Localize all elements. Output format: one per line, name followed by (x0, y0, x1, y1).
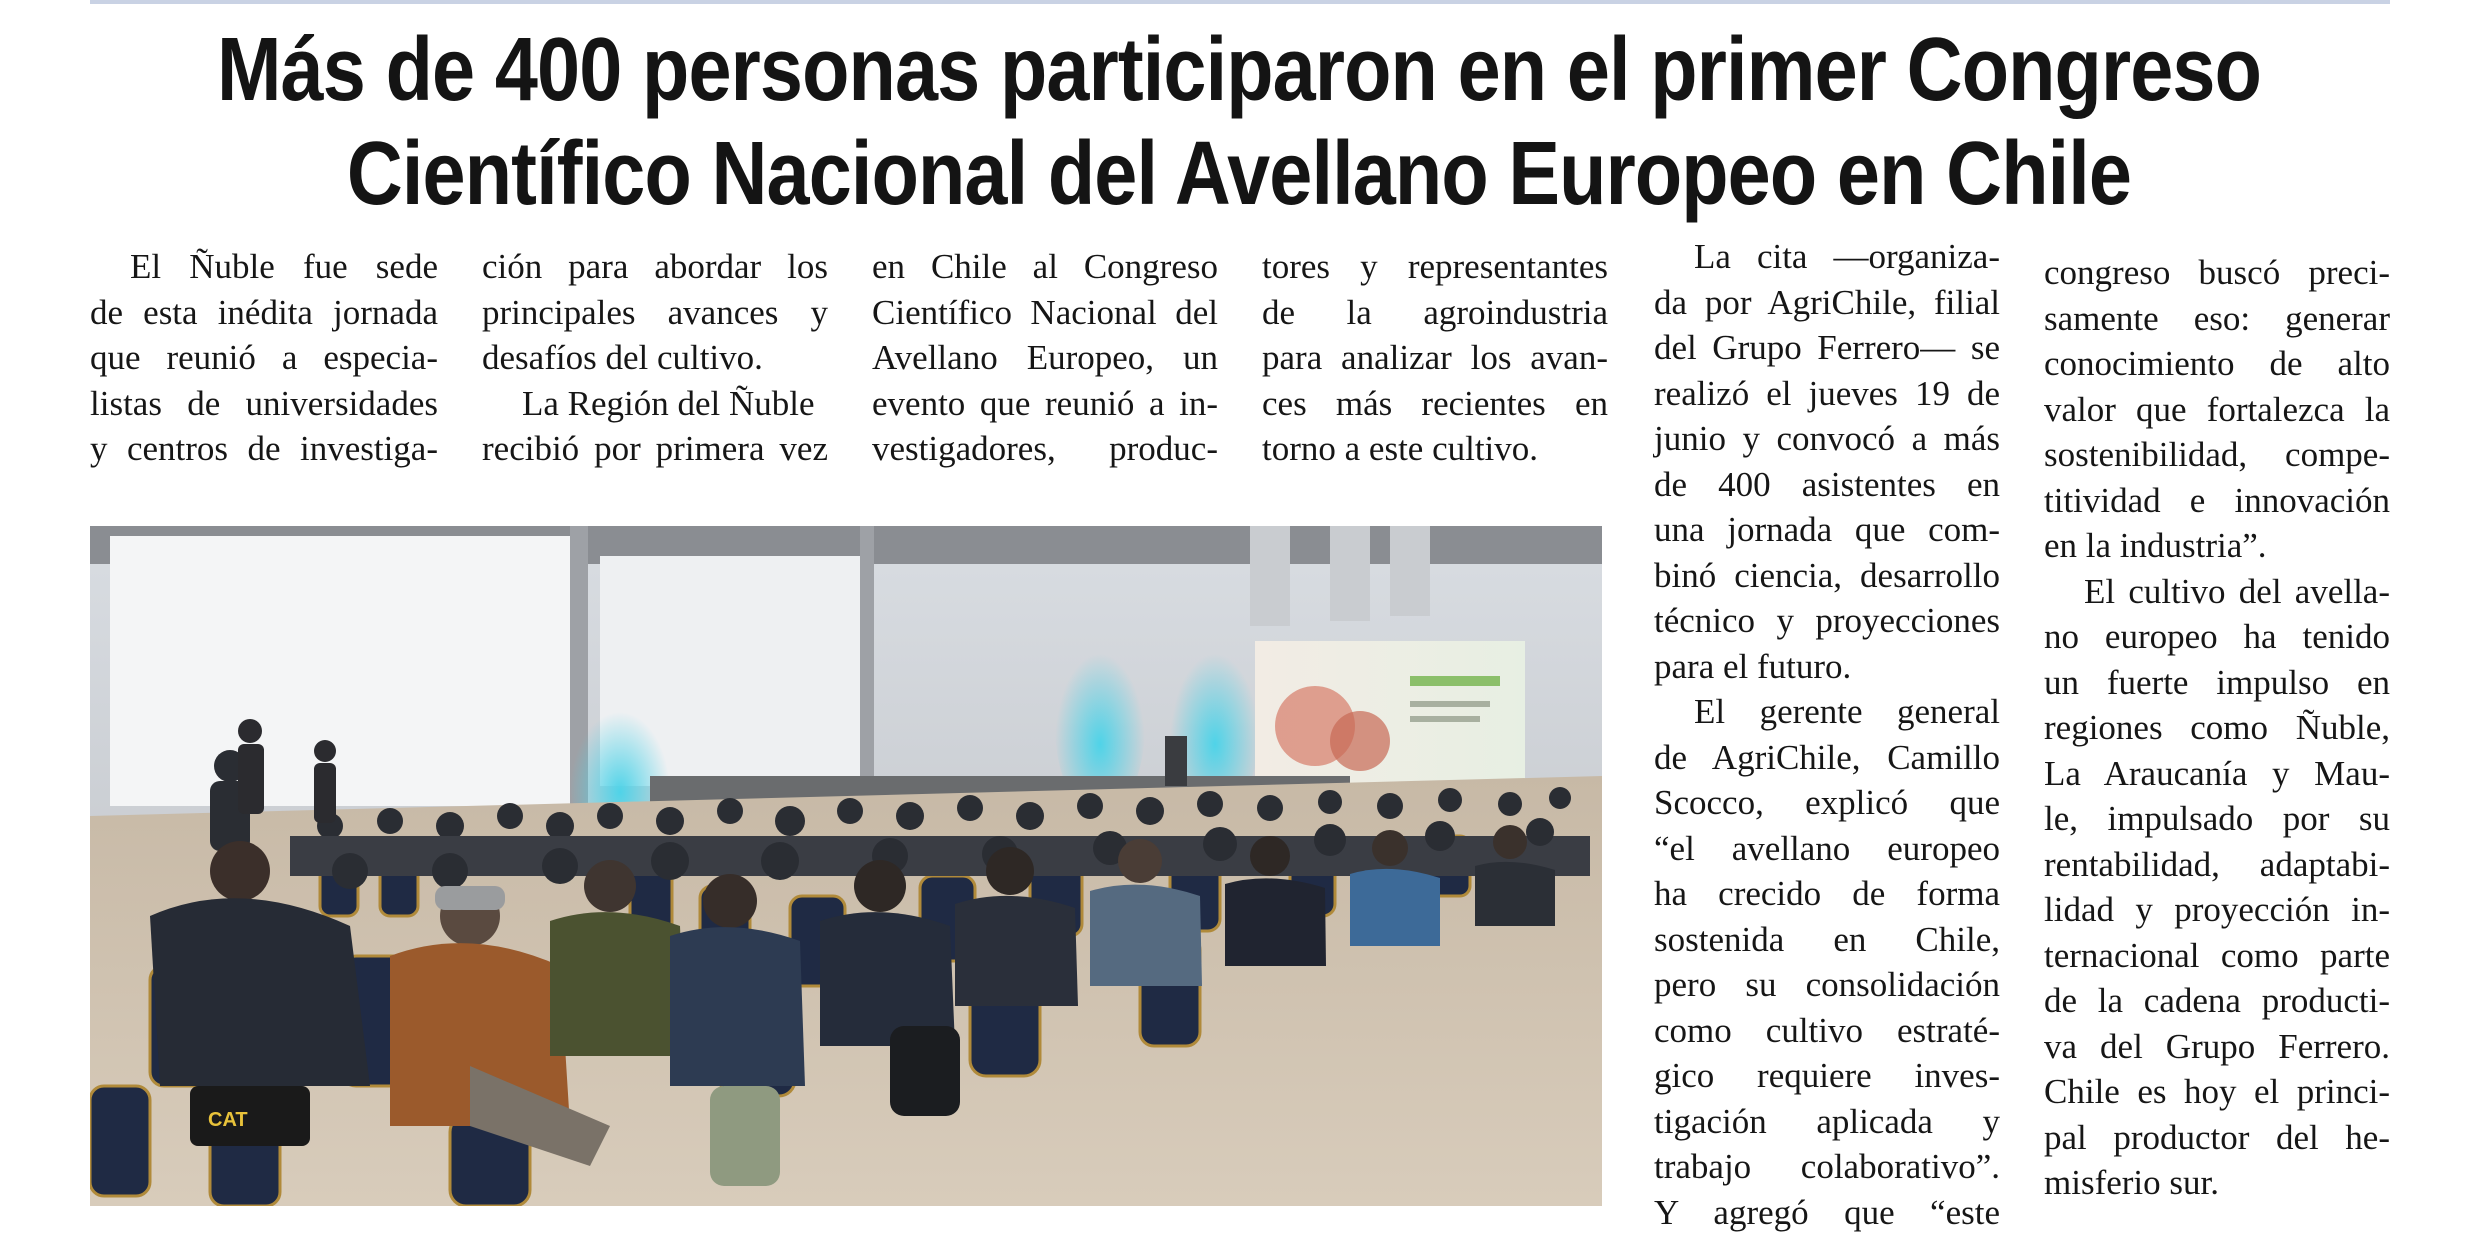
text-line: evento que reunió a in- (872, 381, 1218, 427)
text-line: pero su consolidación (1654, 962, 2000, 1008)
text-line: para analizar los avan- (1262, 335, 1608, 381)
text-line: una jornada que com- (1654, 507, 2000, 553)
headline (173, 18, 2304, 226)
text-line: tigación aplicada y (1654, 1099, 2000, 1145)
text-line: en la industria”. (2044, 523, 2390, 569)
text-line: realizó el jueves 19 de (1654, 371, 2000, 417)
text-line: congreso buscó preci- (2044, 250, 2390, 296)
text-line: da por AgriChile, filial (1654, 280, 2000, 326)
text-line: “el avellano europeo (1654, 826, 2000, 872)
text-line: de la cadena producti- (2044, 978, 2390, 1024)
text-line: de esta inédita jornada (90, 290, 438, 336)
text-line: La Región del Ñuble (482, 381, 828, 427)
text-line: para el futuro. (1654, 644, 2000, 690)
article-column-1 (90, 244, 438, 472)
bag-label: CAT (208, 1109, 248, 1131)
text-line: samente eso: generar (2044, 296, 2390, 342)
text-line: lidad y proyección in- (2044, 887, 2390, 933)
headline-line-1: Más de 400 personas participaron en el primer Congreso (173, 18, 2304, 122)
text-line: listas de universidades (90, 381, 438, 427)
text-line: técnico y proyecciones (1654, 598, 2000, 644)
top-rule (90, 0, 2390, 4)
text-line: vestigadores, produc- (872, 426, 1218, 472)
text-line: del Grupo Ferrero— se (1654, 325, 2000, 371)
text-line: no europeo ha tenido (2044, 614, 2390, 660)
text-line: ha crecido de forma (1654, 871, 2000, 917)
text-line: binó ciencia, desarrollo (1654, 553, 2000, 599)
text-line: le, impulsado por su (2044, 796, 2390, 842)
text-line: un fuerte impulso en (2044, 660, 2390, 706)
text-line: tores y representantes (1262, 244, 1608, 290)
text-line: titividad e innovación (2044, 478, 2390, 524)
text-line: y centros de investiga- (90, 426, 438, 472)
text-line: ternacional como parte (2044, 933, 2390, 979)
text-line: Científico Nacional del (872, 290, 1218, 336)
text-line: pal productor del he- (2044, 1115, 2390, 1161)
headline-line-2: Científico Nacional del Avellano Europeo en Chile (173, 122, 2304, 226)
text-line: desafíos del cultivo. (482, 335, 828, 381)
text-line: sostenida en Chile, (1654, 917, 2000, 963)
text-line: La cita —organiza- (1654, 234, 2000, 280)
text-line: rentabilidad, adaptabi- (2044, 842, 2390, 888)
article-column-2 (482, 244, 828, 472)
text-line: misferio sur. (2044, 1160, 2390, 1206)
text-line: de 400 asistentes en (1654, 462, 2000, 508)
text-line: sostenibilidad, compe- (2044, 432, 2390, 478)
text-line: Scocco, explicó que (1654, 780, 2000, 826)
text-line: de AgriChile, Camillo (1654, 735, 2000, 781)
text-line: va del Grupo Ferrero. (2044, 1024, 2390, 1070)
text-line: El cultivo del avella- (2044, 569, 2390, 615)
text-line: como cultivo estraté- (1654, 1008, 2000, 1054)
text-line: torno a este cultivo. (1262, 426, 1608, 472)
text-line: en Chile al Congreso (872, 244, 1218, 290)
text-line: ces más recientes en (1262, 381, 1608, 427)
text-line: que reunió a especia- (90, 335, 438, 381)
text-line: regiones como Ñuble, (2044, 705, 2390, 751)
article-column-4 (1262, 244, 1608, 472)
text-line: gico requiere inves- (1654, 1053, 2000, 1099)
text-line: ción para abordar los (482, 244, 828, 290)
text-line: de la agroindustria (1262, 290, 1608, 336)
text-line: El Ñuble fue sede (90, 244, 438, 290)
text-line: La Araucanía y Mau- (2044, 751, 2390, 797)
text-line: Avellano Europeo, un (872, 335, 1218, 381)
text-line: Y agregó que “este (1654, 1190, 2000, 1235)
text-line: El gerente general (1654, 689, 2000, 735)
congress-photo (90, 526, 1602, 1206)
text-line: principales avances y (482, 290, 828, 336)
article-column-6 (2044, 250, 2390, 1206)
text-line: recibió por primera vez (482, 426, 828, 472)
article-column-5 (1654, 234, 2000, 1235)
text-line: trabajo colaborativo”. (1654, 1144, 2000, 1190)
text-line: junio y convocó a más (1654, 416, 2000, 462)
article-column-3 (872, 244, 1218, 472)
text-line: valor que fortalezca la (2044, 387, 2390, 433)
text-line: Chile es hoy el princi- (2044, 1069, 2390, 1115)
text-line: conocimiento de alto (2044, 341, 2390, 387)
